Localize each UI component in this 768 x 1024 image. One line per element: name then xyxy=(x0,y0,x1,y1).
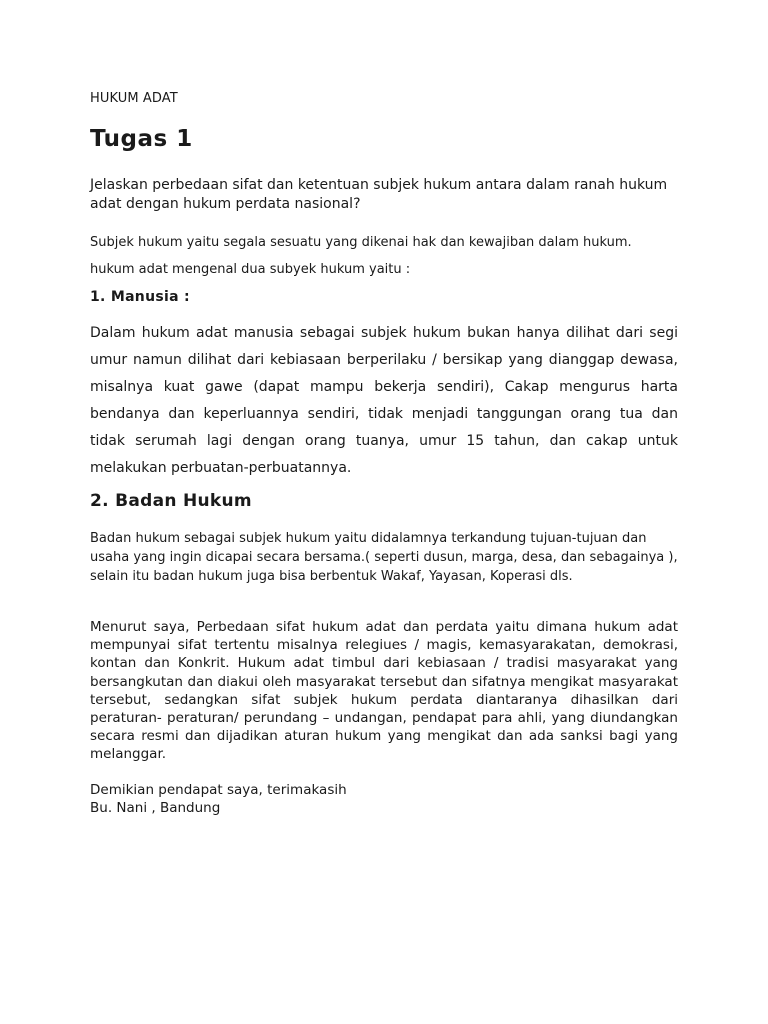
assignment-question: Jelaskan perbedaan sifat dan ketentuan subjek hukum antara dalam ranah hukum adat dengan hukum perdata nasional? xyxy=(90,177,668,212)
definition-line: Subjek hukum yaitu segala sesuatu yang dikenai hak dan kewajiban dalam hukum. xyxy=(90,235,632,250)
opinion-paragraph: Menurut saya, Perbedaan sifat hukum adat dan perdata yaitu dimana hukum adat mempunyai sifat tertentu misalnya relegiues / magis, kemasyarakatan, demokrasi, kontan dan Konkrit. Hukum adat timbul dari kebiasaan / tradisi masyarakat yang bersangkutan dan diakui oleh masyarakat tersebut dan sifatnya mengikat masyarakat tersebut, sedangkan sifat subjek hukum perdata diantaranya dihasilkan dari peraturan- peraturan/ perundang – undangan, pendapat para ahli, yang diundangkan secara resmi dan dijadikan aturan hukum yang mengikat dan ada sanksi bagi yang melanggar. xyxy=(90,619,678,763)
closing-block xyxy=(90,781,678,817)
signature-line: Bu. Nani , Bandung xyxy=(90,800,221,816)
document-title: Tugas 1 xyxy=(90,126,193,152)
definition-block xyxy=(90,229,678,283)
definition-line: hukum adat mengenal dua subyek hukum yaitu : xyxy=(90,262,411,277)
closing-line: Demikian pendapat saya, terimakasih xyxy=(90,782,347,798)
section-heading-badan-hukum: 2. Badan Hukum xyxy=(90,491,252,511)
section-text-badan-hukum: Badan hukum sebagai subjek hukum yaitu didalamnya terkandung tujuan-tujuan dan usaha yang ingin dicapai secara bersama.( seperti dusun, marga, desa, dan sebagainya ), selain itu badan hukum juga bisa berbentuk Wakaf, Yayasan, Koperasi dls. xyxy=(90,531,678,584)
document-subject: HUKUM ADAT xyxy=(90,91,178,106)
section-text-manusia: Dalam hukum adat manusia sebagai subjek hukum bukan hanya dilihat dari segi umur namun dilihat dari kebiasaan berperilaku / bersikap yang dianggap dewasa, misalnya kuat gawe (dapat mampu bekerja sendiri), Cakap mengurus harta bendanya dan keperluannya sendiri, tidak menjadi tanggungan orang tua dan tidak serumah lagi dengan orang tuanya, umur 15 tahun, dan cakap untuk melakukan perbuatan-perbuatannya. xyxy=(90,325,678,476)
section-heading-manusia: 1. Manusia : xyxy=(90,289,190,305)
